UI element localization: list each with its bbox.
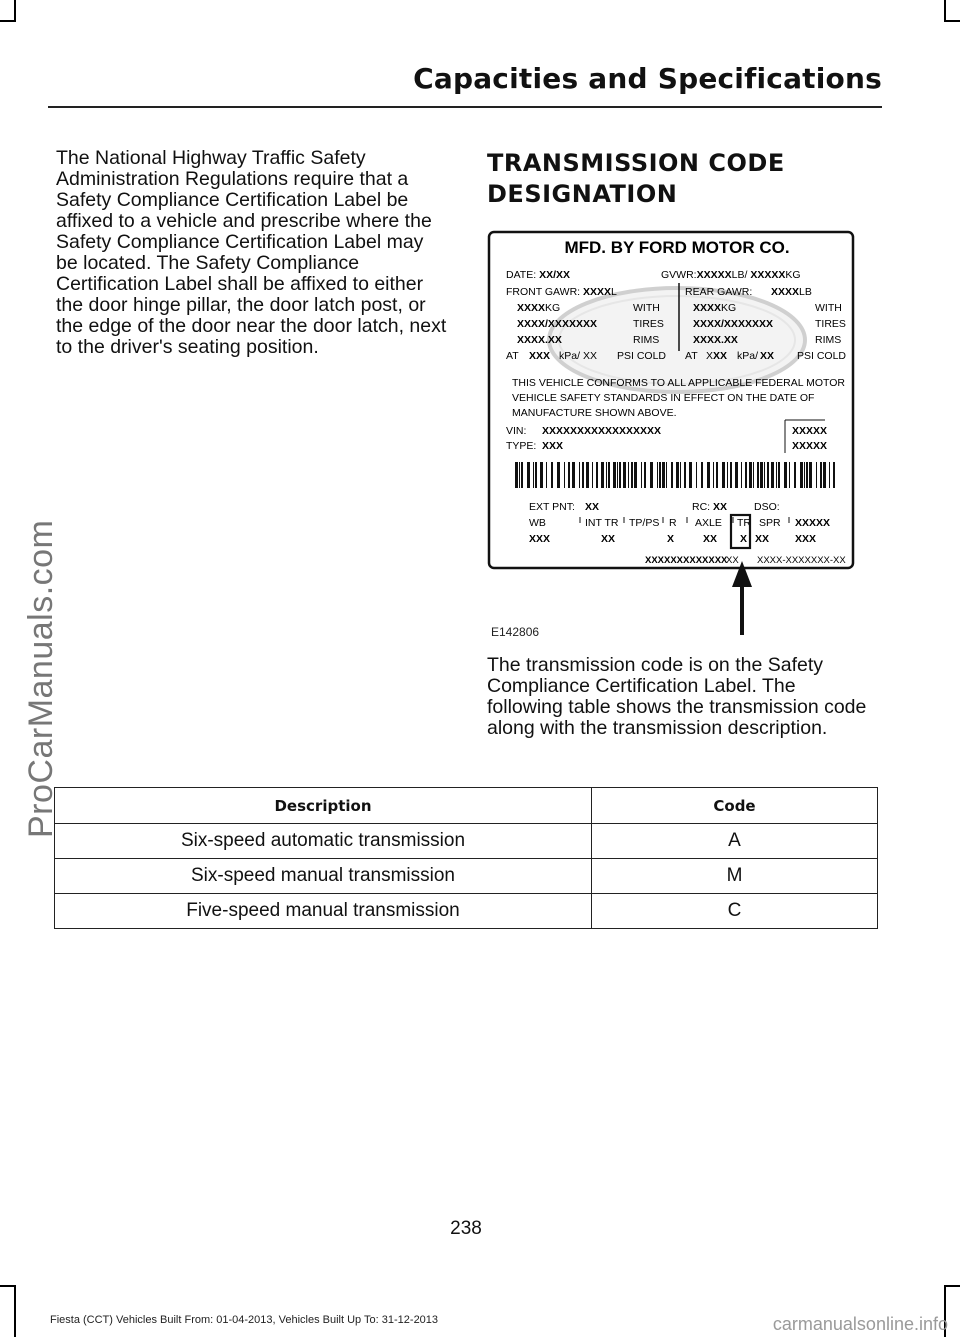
svg-text:PSI COLD: PSI COLD <box>617 350 667 362</box>
svg-text:XXXXKG: XXXXKG <box>517 302 561 314</box>
svg-text:XX: XX <box>585 501 600 513</box>
label-title: MFD. BY FORD MOTOR CO. <box>564 238 790 257</box>
row-description: Six-speed manual transmission <box>55 859 592 894</box>
svg-text:DATE: XX/XX: DATE: XX/XX <box>506 269 571 281</box>
svg-text:EXT PNT:: EXT PNT: <box>529 501 575 513</box>
svg-text:SPR: SPR <box>759 517 781 529</box>
svg-text:XX: XX <box>726 555 739 566</box>
svg-text:XXX: XXX <box>529 533 551 545</box>
table-row <box>55 894 878 929</box>
svg-text:XXX: XXX <box>706 350 728 362</box>
svg-text:X: X <box>667 533 675 545</box>
footer-text: Fiesta (CCT) Vehicles Built From: 01-04-2013, Vehicles Built Up To: 31-12-2013 <box>50 1314 439 1326</box>
svg-text:XXX: XXX <box>795 533 817 545</box>
svg-text:XXXXLB: XXXXLB <box>771 286 812 298</box>
section-heading: TRANSMISSION CODE DESIGNATION <box>487 149 785 208</box>
svg-text:XXXXX: XXXXX <box>792 425 828 437</box>
svg-text:WITH: WITH <box>815 302 842 314</box>
svg-text:AT: AT <box>685 350 698 362</box>
svg-text:VEHICLE SAFETY STANDARDS IN EF: VEHICLE SAFETY STANDARDS IN EFFECT ON THE DATE OF <box>512 392 815 404</box>
svg-text:XXXX.XX: XXXX.XX <box>517 334 562 346</box>
svg-text:RIMS: RIMS <box>815 334 842 346</box>
svg-text:PSI COLD: PSI COLD <box>797 350 847 362</box>
crop-mark <box>0 1285 16 1287</box>
crop-mark <box>14 1285 16 1337</box>
svg-text:REAR GAWR:: REAR GAWR: <box>685 286 753 298</box>
svg-text:THIS VEHICLE CONFORMS TO ALL A: THIS VEHICLE CONFORMS TO ALL APPLICABLE FEDERAL MOTOR <box>512 377 845 389</box>
svg-text:XXXX/XXXXXXX: XXXX/XXXXXXX <box>693 318 773 330</box>
crop-mark <box>14 0 16 20</box>
svg-text:XXX: XXX <box>542 440 564 452</box>
svg-text:RC: XX: RC: XX <box>692 501 728 513</box>
svg-text:XXXXX: XXXXX <box>795 517 831 529</box>
svg-text:AT: AT <box>506 350 519 362</box>
table-header-row <box>55 788 878 824</box>
svg-text:INT TR: INT TR <box>585 517 619 529</box>
column-header-code: Code <box>592 788 878 824</box>
header-divider <box>48 106 882 108</box>
svg-text:WB: WB <box>529 517 546 529</box>
svg-text:XX: XX <box>755 533 770 545</box>
svg-text:TYPE:: TYPE: <box>506 440 537 452</box>
svg-text:XXXXX: XXXXX <box>792 440 828 452</box>
svg-text:TIRES: TIRES <box>633 318 664 330</box>
crop-mark <box>944 1285 960 1287</box>
svg-text:DSO:: DSO: <box>754 501 780 513</box>
crop-mark <box>0 20 16 22</box>
bottom-watermark: carmanualsonline.info <box>772 1314 948 1334</box>
side-watermark: ProCarManuals.com <box>22 519 60 838</box>
row-code: M <box>592 859 878 894</box>
svg-text:XX: XX <box>760 350 775 362</box>
intro-paragraph: The National Highway Traffic Safety Administration Regulations require that a Safety Compliance Certification Label be affixed to a vehicle and prescribe where the Safety Compliance Certification Label may be located. The Safety Compliance Certification Label shall be affixed to either the door hinge pillar, the door latch post, or the edge of the door near the door latch, next to the driver's seating position. <box>56 147 447 358</box>
svg-text:XXXX-XXXXXXX-XX: XXXX-XXXXXXX-XX <box>757 555 846 566</box>
figure-id: E142806 <box>491 625 540 639</box>
svg-text:XXXX/XXXXXXX: XXXX/XXXXXXX <box>517 318 597 330</box>
crop-mark <box>944 0 946 20</box>
table-row <box>55 824 878 859</box>
crop-mark <box>944 20 960 22</box>
svg-text:XX: XX <box>601 533 616 545</box>
svg-text:TP/PS: TP/PS <box>629 517 660 529</box>
arrow-up-icon <box>732 561 752 635</box>
svg-text:TIRES: TIRES <box>815 318 846 330</box>
page-number: 238 <box>450 1218 482 1239</box>
svg-text:XX: XX <box>583 350 598 362</box>
svg-text:AXLE: AXLE <box>695 517 722 529</box>
page-title: Capacities and Specifications <box>413 62 882 95</box>
svg-text:GVWR:XXXXXLB/ XXXXXKG: GVWR:XXXXXLB/ XXXXXKG <box>661 269 801 281</box>
svg-text:XXX: XXX <box>529 350 551 362</box>
svg-text:TR: TR <box>737 517 751 529</box>
svg-text:WITH: WITH <box>633 302 660 314</box>
svg-text:X: X <box>740 533 748 545</box>
svg-text:XXXXXXXXXXXXX: XXXXXXXXXXXXX <box>645 555 728 566</box>
svg-text:kPa/: kPa/ <box>559 350 581 362</box>
section-paragraph: The transmission code is on the Safety Compliance Certification Label. The following table shows the transmission code along with the transmission description. <box>487 654 867 739</box>
svg-text:RIMS: RIMS <box>633 334 660 346</box>
svg-text:MANUFACTURE SHOWN ABOVE.: MANUFACTURE SHOWN ABOVE. <box>512 407 677 419</box>
column-header-description: Description <box>55 788 592 824</box>
transmission-code-table <box>54 787 878 929</box>
row-code: C <box>592 894 878 929</box>
svg-text:VIN:: VIN: <box>506 425 527 437</box>
svg-text:XXXXKG: XXXXKG <box>693 302 737 314</box>
row-description: Five-speed manual transmission <box>55 894 592 929</box>
svg-text:XX: XX <box>703 533 718 545</box>
svg-text:XXXXXXXXXXXXXXXXX: XXXXXXXXXXXXXXXXX <box>542 425 662 437</box>
svg-text:R: R <box>669 517 677 529</box>
table-row <box>55 859 878 894</box>
certification-label-figure <box>487 225 867 645</box>
svg-text:XXXX.XX: XXXX.XX <box>693 334 738 346</box>
row-description: Six-speed automatic transmission <box>55 824 592 859</box>
svg-text:kPa/: kPa/ <box>737 350 759 362</box>
row-code: A <box>592 824 878 859</box>
svg-text:FRONT GAWR: XXXXL: FRONT GAWR: XXXXL <box>506 286 617 298</box>
